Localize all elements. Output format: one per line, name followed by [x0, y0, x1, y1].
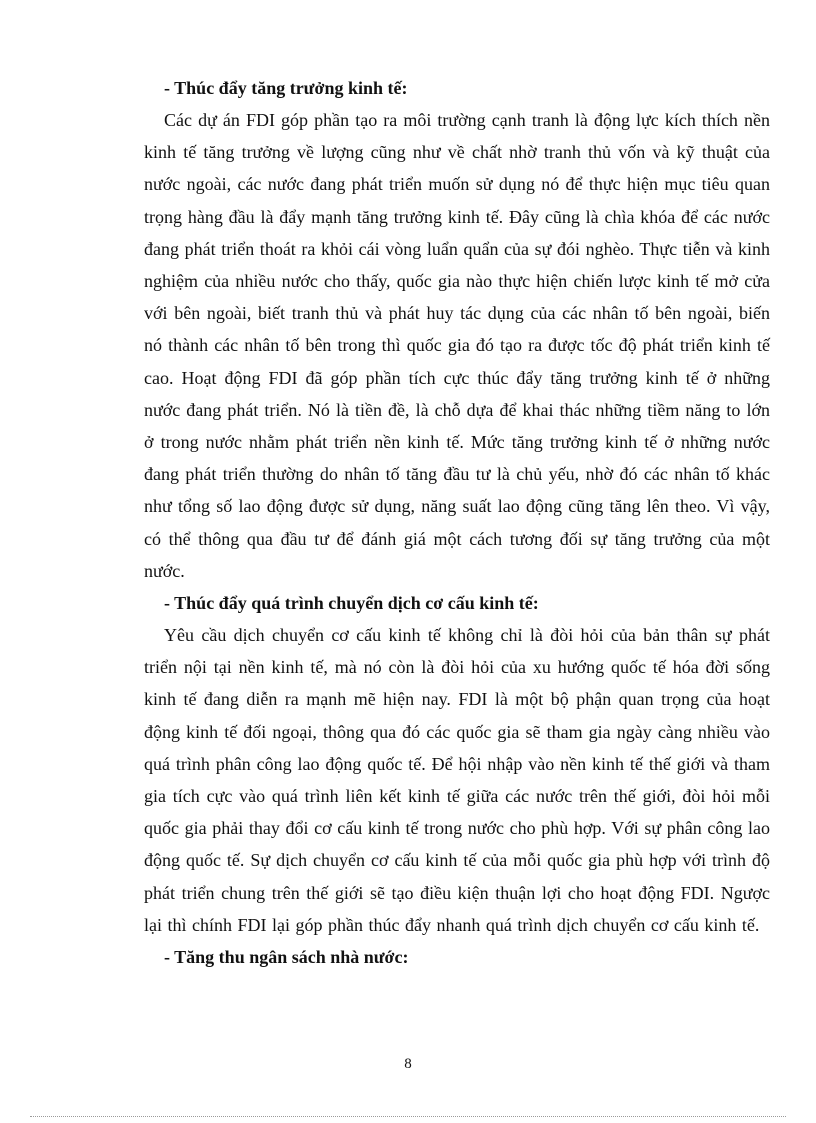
page-content — [144, 72, 770, 973]
section-heading-structural-shift: - Thúc đẩy quá trình chuyển dịch cơ cấu kinh tế: — [164, 593, 539, 614]
section-body-structural-shift: Yêu cầu dịch chuyển cơ cấu kinh tế không chỉ là đòi hỏi của bản thân sự phát triển nội tại nền kinh tế, mà nó còn là đòi hỏi của xu hướng quốc tế hóa đời sống kinh tế đang diễn ra mạnh mẽ hiện nay. FDI là một bộ phận quan trọng của hoạt động kinh tế đối ngoại, thông qua đó các quốc gia sẽ tham gia ngày càng nhiều vào quá trình phân công lao động quốc tế. Để hội nhập vào nền kinh tế thế giới và tham gia tích cực vào quá trình liên kết kinh tế giữa các nước trên thế giới, đòi hỏi mỗi quốc gia phải thay đổi cơ cấu kinh tế trong nước cho phù hợp. Với sự phân công lao động quốc tế. Sự dịch chuyển cơ cấu kinh tế của mỗi quốc gia phù hợp với trình độ phát triển chung trên thế giới sẽ tạo điều kiện thuận lợi cho hoạt động FDI. Ngược lại thì chính FDI lại góp phần thúc đẩy nhanh quá trình dịch chuyển cơ cấu kinh tế. — [144, 625, 770, 935]
page-bottom-divider — [30, 1116, 786, 1117]
section-body-economic-growth: Các dự án FDI góp phần tạo ra môi trường cạnh tranh là động lực kích thích nền kinh tế tăng trưởng về lượng cũng như về chất nhờ tranh thủ vốn và kỹ thuật của nước ngoài, các nước đang phát triển muốn sử dụng nó để thực hiện mục tiêu quan trọng hàng đầu là đẩy mạnh tăng trưởng kinh tế. Đây cũng là chìa khóa để các nước đang phát triển thoát ra khỏi cái vòng luẩn quẩn của sự đói nghèo. Thực tiễn và kinh nghiệm của nhiều nước cho thấy, quốc gia nào thực hiện chiến lược kinh tế mở cửa với bên ngoài, biết tranh thủ và phát huy tác dụng của các nhân tố bên ngoài, biến nó thành các nhân tố bên trong thì quốc gia đó tạo ra được tốc độ phát triển kinh tế cao. Hoạt động FDI đã góp phần tích cực thúc đẩy tăng trưởng kinh tế ở những nước đang phát triển. Nó là tiền đề, là chỗ dựa để khai thác những tiềm năng to lớn ở trong nước nhằm phát triển nền kinh tế. Mức tăng trưởng kinh tế ở những nước đang phát triển thường do nhân tố tăng đầu tư là chủ yếu, nhờ đó các nhân tố khác như tổng số lao động được sử dụng, năng suất lao động cũng tăng lên theo. Vì vậy, có thể thông qua đầu tư để đánh giá một cách tương đối sự tăng trưởng của một nước. — [144, 110, 770, 581]
section-heading-economic-growth: - Thúc đẩy tăng trưởng kinh tế: — [164, 78, 408, 98]
section-heading-state-budget: - Tăng thu ngân sách nhà nước: — [164, 947, 409, 968]
page-number: 8 — [404, 1056, 412, 1072]
